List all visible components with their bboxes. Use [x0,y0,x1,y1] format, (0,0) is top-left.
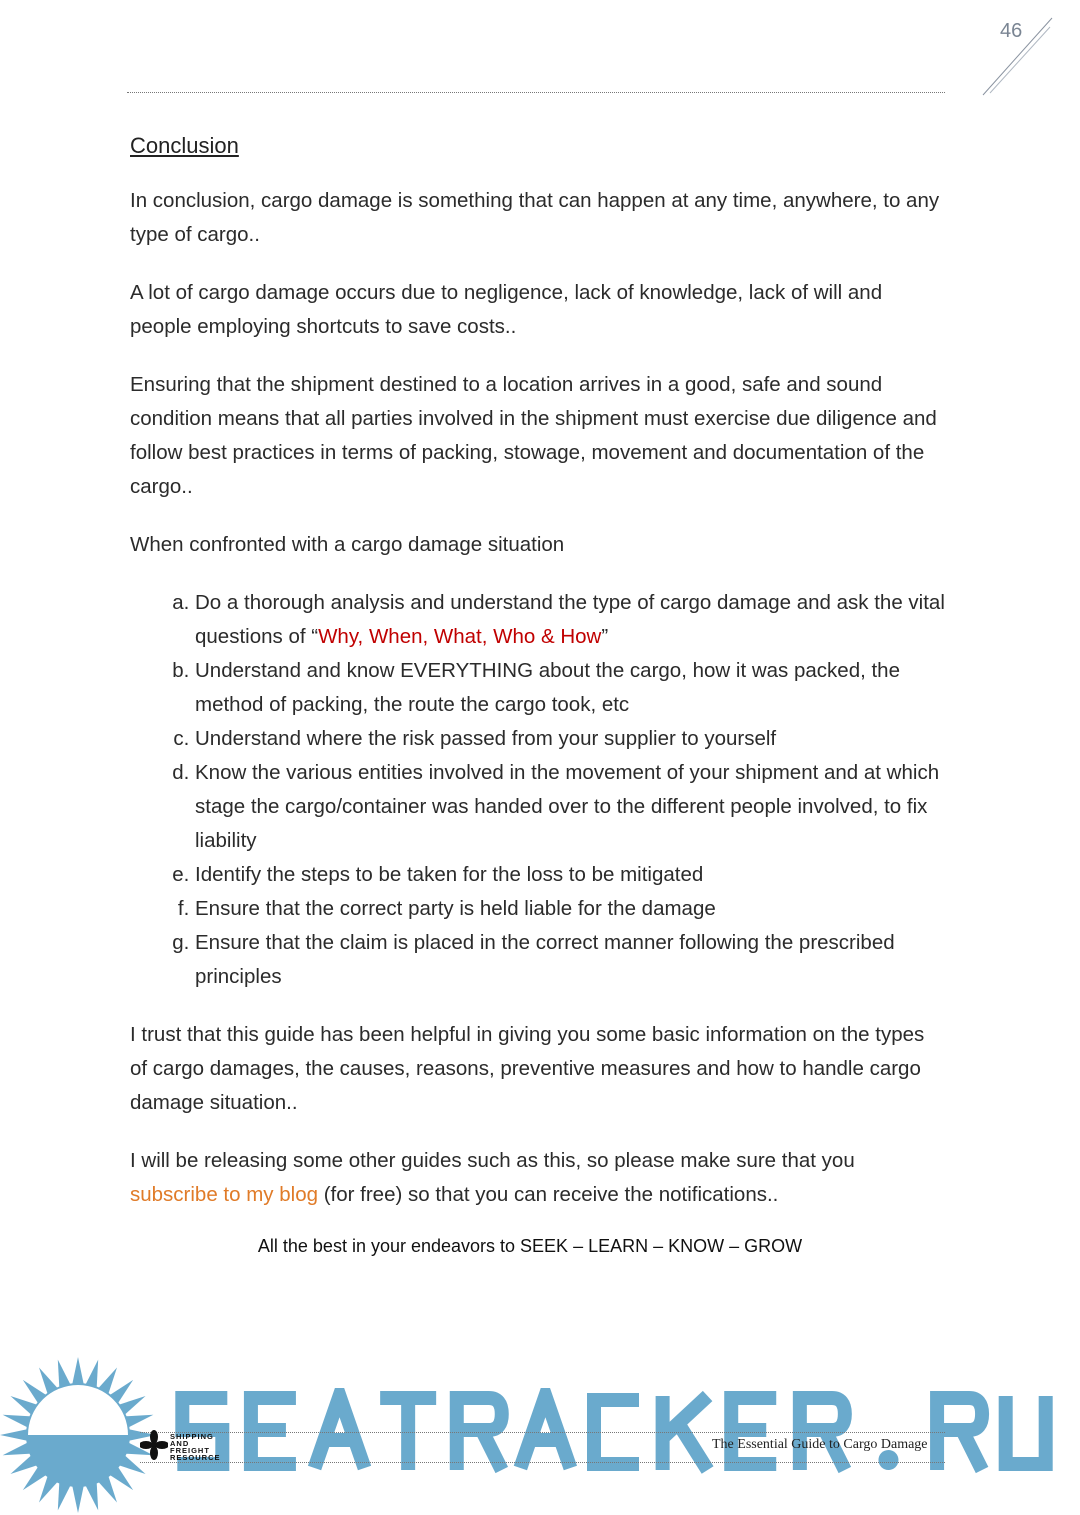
paragraph: When confronted with a cargo damage situation [130,533,565,556]
logo-line: RESOURCE [170,1453,221,1462]
sun-ray [3,1415,32,1428]
paragraph: I trust that this guide has been helpful in giving you some basic information on the types of cargo damages, the causes, reasons, preventive measures and how to handle cargo damage situation.. [130,1023,925,1114]
watermark-glyph [663,1396,708,1470]
list-item-text: ” [601,625,609,648]
logo-line: AND [170,1439,190,1448]
page-number: 46 [1000,20,1023,42]
list-item: e. Identify the steps to be taken for the loss to be mitigated [195,858,945,892]
sun-ray [72,1485,84,1513]
paragraph-text: (for free) so that you can receive the notifications.. [318,1183,779,1206]
logo-line: FREIGHT [170,1446,210,1455]
watermark-glyph [251,1398,296,1464]
watermark-glyph [457,1398,502,1470]
footer-title: The Essential Guide to Cargo Damage [712,1437,928,1452]
sun-ray [124,1415,153,1428]
watermark-glyph [800,1398,845,1470]
paragraph: A lot of cargo damage occurs due to negligence, lack of knowledge, lack of will and people employing shortcuts to save costs.. [130,281,883,338]
propeller-logo-icon [140,1430,168,1462]
sun-ray [58,1481,71,1510]
paragraph: Ensuring that the shipment destined to a location arrives in a good, safe and sound condition means that all parties involved in the shipment must exercise due diligence and follow best practices in terms of packing, stowage, movement and documentation of the cargo.. [130,373,937,498]
footer-logo-text [170,1433,221,1461]
watermark-glyph [878,1450,898,1470]
watermark-glyph [1006,1396,1046,1464]
watermark-glyph [937,1398,982,1470]
footer-rule [140,1432,945,1433]
list-item: b. Understand and know EVERYTHING about the cargo, how it was packed, the method of packing, the route the cargo took, etc [195,654,945,722]
list-item: g. Ensure that the claim is placed in the correct manner following the prescribed principles [195,926,945,994]
section-heading: Conclusion [130,133,239,158]
sun-ray [0,1429,28,1441]
sun-ray [72,1357,84,1385]
paragraph [130,1144,945,1212]
sun-ray [85,1481,98,1510]
list-item: d. Know the various entities involved in the movement of your shipment and at which stage the cargo/container was handed over to the different people involved, to fix liability [195,756,945,858]
sun-ray [3,1442,32,1455]
header-decoration [980,15,1055,100]
paragraph-text: I will be releasing some other guides such as this, so please make sure that you [130,1149,855,1172]
logo-line: SHIPPING [170,1432,214,1441]
page-content [130,130,945,1257]
action-list [130,586,945,994]
list-item: f. Ensure that the correct party is held liable for the damage [195,892,945,926]
sun-watermark-icon [0,1355,160,1515]
list-item: c. Understand where the risk passed from your supplier to yourself [195,722,945,756]
list-item [195,586,945,654]
watermark-glyph [731,1398,776,1464]
paragraph: In conclusion, cargo damage is something that can happen at any time, anywhere, to any type of cargo.. [130,189,940,246]
sun-ray [85,1360,98,1389]
sign-off: All the best in your endeavors to SEEK – LEARN – KNOW – GROW [257,1236,803,1256]
subscribe-link[interactable]: subscribe to my blog [130,1183,319,1206]
list-item-text: Do a thorough analysis and understand the type of cargo damage and ask the vital questions of “ [195,591,945,648]
watermark-lettering [168,1388,1060,1480]
header-rule [127,92,945,93]
sun-ray [58,1360,71,1389]
key-questions: Why, When, What, Who & How [318,625,602,648]
footer-rule [140,1462,945,1463]
watermark-glyph [380,1398,436,1470]
